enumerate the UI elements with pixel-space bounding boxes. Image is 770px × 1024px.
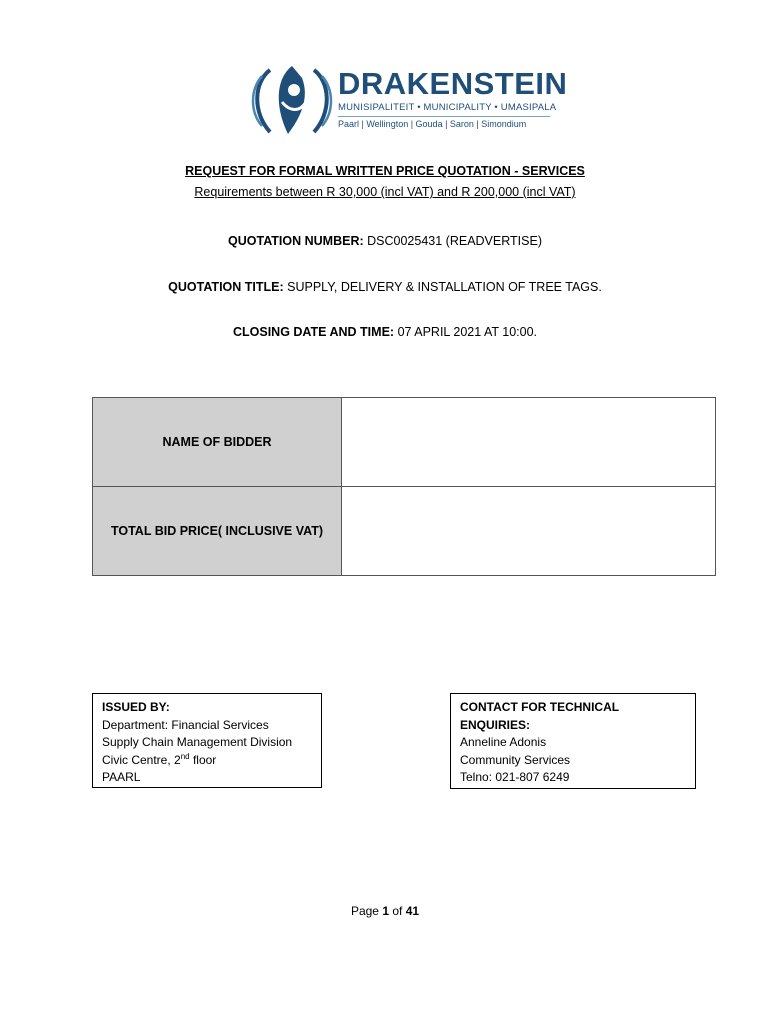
issued-by-division: Supply Chain Management Division — [102, 735, 293, 749]
contact-name: Anneline Adonis — [460, 735, 547, 749]
logo-emblem-icon — [248, 62, 336, 138]
issued-by-city: PAARL — [102, 770, 141, 784]
logo-brand-name: DRAKENSTEIN — [338, 66, 568, 101]
bid-table — [92, 397, 716, 576]
logo-subtitle: MUNISIPALITEIT • MUNICIPALITY • UMASIPALA — [338, 102, 557, 113]
logo-text — [338, 68, 567, 129]
address-suffix: floor — [189, 752, 217, 767]
total-bid-price-field[interactable] — [342, 487, 716, 576]
quotation-title-line — [0, 280, 770, 294]
drakenstein-logo — [248, 62, 568, 138]
issued-by-box — [92, 693, 322, 788]
quotation-title-value: SUPPLY, DELIVERY & INSTALLATION OF TREE TAGS. — [287, 280, 602, 294]
quotation-number-line — [0, 234, 770, 248]
page-prefix: Page — [350, 904, 383, 918]
contact-heading: CONTACT FOR TECHNICAL ENQUIRIES: — [460, 700, 619, 732]
closing-date-label: CLOSING DATE AND TIME: — [232, 325, 395, 339]
page-number — [0, 904, 770, 918]
table-row — [93, 487, 716, 576]
contact-phone: Telno: 021-807 6249 — [460, 770, 570, 784]
address-prefix: Civic Centre, 2 — [102, 752, 181, 767]
issued-by-heading: ISSUED BY: — [102, 700, 170, 714]
closing-date-value: 07 APRIL 2021 AT 10:00. — [397, 325, 538, 339]
issued-by-department: Department: Financial Services — [102, 717, 269, 732]
bidder-name-label: NAME OF BIDDER — [93, 398, 342, 487]
logo-divider — [338, 116, 550, 117]
page-of: of — [389, 904, 406, 918]
requirements-line: Requirements between R 30,000 (incl VAT) and R 200,000 (incl VAT) — [194, 185, 576, 199]
current-page: 1 — [382, 904, 389, 918]
technical-contact-box — [450, 693, 696, 789]
issued-by-address — [102, 752, 312, 770]
quotation-number-value: DSC0025431 (READVERTISE) — [367, 234, 542, 248]
address-superscript: nd — [180, 751, 190, 761]
quotation-title-label: QUOTATION TITLE: — [168, 280, 284, 294]
document-title: REQUEST FOR FORMAL WRITTEN PRICE QUOTATION - SERVICES — [185, 164, 585, 178]
quotation-number-label: QUOTATION NUMBER: — [228, 234, 364, 248]
contact-department: Community Services — [460, 752, 571, 767]
total-pages: 41 — [405, 904, 420, 918]
logo-towns: Paarl | Wellington | Gouda | Saron | Simondium — [338, 119, 527, 129]
closing-date-line — [0, 325, 770, 339]
table-row — [93, 398, 716, 487]
total-bid-price-label: TOTAL BID PRICE( INCLUSIVE VAT) — [93, 487, 342, 576]
bidder-name-field[interactable] — [342, 398, 716, 487]
